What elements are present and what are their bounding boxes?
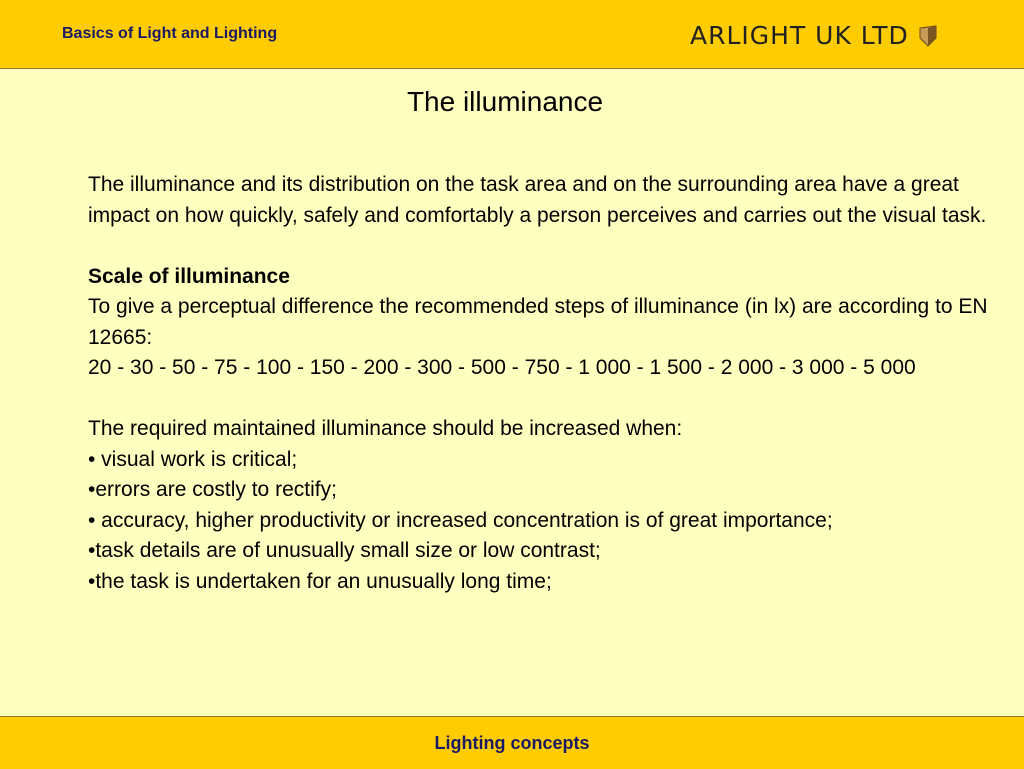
header-bar (0, 0, 1024, 69)
arlight-logo-mark-icon (919, 25, 937, 47)
header-title: Basics of Light and Lighting (62, 25, 278, 42)
slide-body (88, 170, 1008, 597)
bullet-item: •task details are of unusually small size or low contrast; (88, 539, 601, 562)
scale-steps: 20 - 30 - 50 - 75 - 100 - 150 - 200 - 300 - 500 - 750 - 1 000 - 1 500 - 2 000 - 3 000 - 5 000 (88, 356, 916, 379)
scale-text: To give a perceptual difference the recommended steps of illuminance (in lx) are according to EN 12665: (88, 295, 988, 349)
bullet-item: •errors are costly to rectify; (88, 478, 337, 501)
footer-text: Lighting concepts (434, 733, 590, 753)
bullet-item: • visual work is critical; (88, 447, 298, 471)
company-logo (690, 22, 937, 50)
logo-text: ARLIGHT UK LTD (690, 21, 909, 50)
bullet-item: • accuracy, higher productivity or increased concentration is of great importance; (88, 508, 833, 532)
footer-bar (0, 716, 1024, 769)
slide-title: The illuminance (406, 86, 604, 117)
intro-paragraph: The illuminance and its distribution on the task area and on the surrounding area have a great impact on how quickly, safely and comfortably a person perceives and carries out the visual task. (88, 173, 987, 227)
bullet-item: •the task is undertaken for an unusually long time; (88, 569, 552, 593)
increase-intro: The required maintained illuminance should be increased when: (88, 417, 683, 440)
scale-heading: Scale of illuminance (88, 264, 290, 288)
